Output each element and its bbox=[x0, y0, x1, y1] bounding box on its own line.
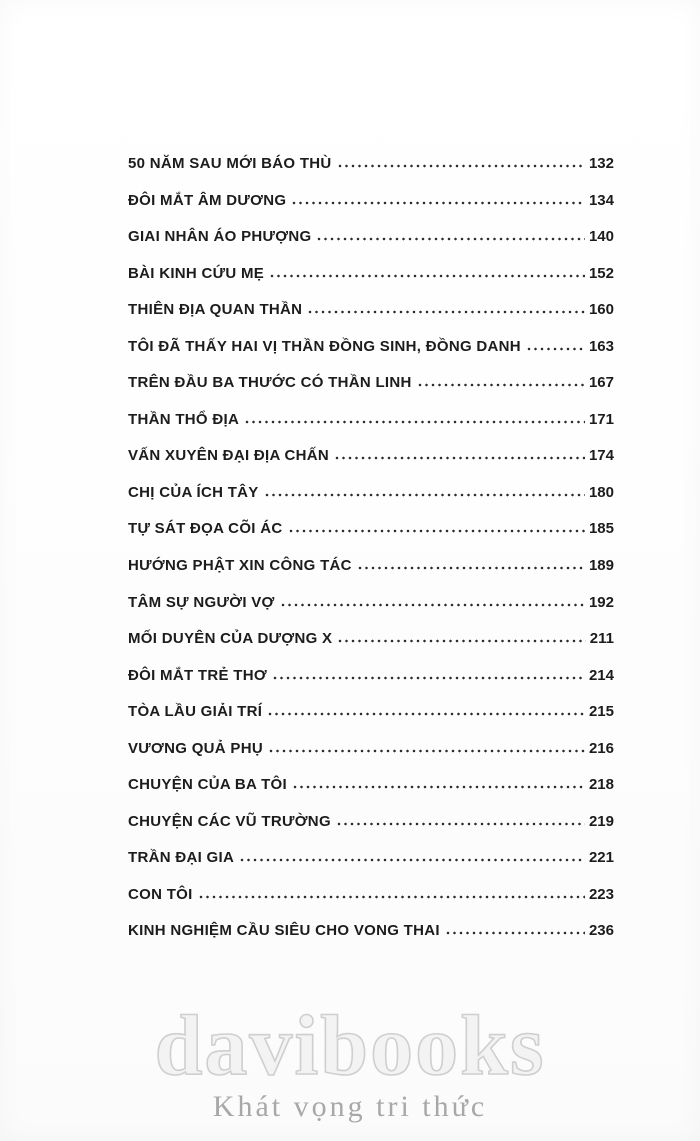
toc-entry-page: 236 bbox=[588, 922, 614, 940]
toc-entry-page: 185 bbox=[588, 520, 614, 538]
toc-row bbox=[128, 804, 614, 841]
toc-row bbox=[128, 767, 614, 804]
toc-row bbox=[128, 329, 614, 366]
toc-entry-title: TRẦN ĐẠI GIA bbox=[128, 849, 235, 867]
toc-row bbox=[128, 511, 614, 548]
toc-row bbox=[128, 183, 614, 220]
toc-row bbox=[128, 877, 614, 914]
toc-entry-title: TỰ SÁT ĐỌA CÕI ÁC bbox=[128, 520, 283, 538]
toc-row bbox=[128, 694, 614, 731]
toc-entry-title: 50 NĂM SAU MỚI BÁO THÙ bbox=[128, 155, 332, 172]
toc-entry-title: GIAI NHÂN ÁO PHƯỢNG bbox=[128, 228, 312, 246]
toc-entry-page: 160 bbox=[588, 301, 614, 319]
toc-entry-page: 218 bbox=[588, 776, 614, 794]
toc-row bbox=[128, 438, 614, 475]
toc-leader-dots bbox=[270, 274, 585, 278]
toc-row bbox=[128, 146, 614, 183]
toc-entry-page: 215 bbox=[588, 703, 614, 721]
toc-row bbox=[128, 731, 614, 768]
toc-entry-title: VƯƠNG QUẢ PHỤ bbox=[128, 739, 263, 757]
toc-entry-title: THẦN THỔ ĐỊA bbox=[128, 410, 240, 428]
toc-entry-page: 216 bbox=[588, 739, 614, 757]
toc-leader-dots bbox=[527, 347, 585, 351]
toc-entry-title: ĐÔI MẮT TRẺ THƠ bbox=[128, 666, 267, 684]
watermark-logo: davibooks bbox=[154, 997, 546, 1093]
toc-leader-dots bbox=[317, 237, 585, 241]
toc-entry-title: ĐÔI MẮT ÂM DƯƠNG bbox=[128, 191, 287, 209]
toc-entry-page: 223 bbox=[588, 885, 614, 903]
toc-entry-title: KINH NGHIỆM CẦU SIÊU CHO VONG THAI bbox=[128, 922, 440, 940]
toc-row bbox=[128, 658, 614, 695]
toc-entry-title: MỐI DUYÊN CỦA DƯỢNG X bbox=[128, 630, 333, 648]
watermark-tagline: Khát vọng tri thức bbox=[212, 1090, 488, 1123]
toc-entry-title: HƯỚNG PHẬT XIN CÔNG TÁC bbox=[128, 557, 352, 575]
toc-leader-dots bbox=[338, 164, 585, 168]
toc-entry-title: TRÊN ĐẦU BA THƯỚC CÓ THẦN LINH bbox=[128, 374, 412, 392]
toc-leader-dots bbox=[265, 493, 585, 497]
toc-row bbox=[128, 475, 614, 512]
toc-entry-page: 140 bbox=[588, 228, 614, 246]
toc-row bbox=[128, 585, 614, 622]
toc-entry-title: BÀI KINH CỨU MẸ bbox=[128, 264, 265, 282]
toc-leader-dots bbox=[358, 566, 585, 570]
toc-leader-dots bbox=[335, 456, 585, 460]
toc-leader-dots bbox=[245, 420, 585, 424]
toc-row bbox=[128, 365, 614, 402]
toc-entry-page: 219 bbox=[588, 812, 614, 830]
toc-entry-page: 180 bbox=[588, 483, 614, 501]
toc-leader-dots bbox=[338, 639, 585, 643]
toc-row bbox=[128, 621, 614, 658]
toc-leader-dots bbox=[337, 822, 585, 826]
toc-entry-title: CHUYỆN CÁC VŨ TRƯỜNG bbox=[128, 812, 331, 830]
toc-entry-page: 211 bbox=[589, 630, 614, 648]
toc-row bbox=[128, 219, 614, 256]
toc-entry-title: CON TÔI bbox=[128, 885, 193, 903]
toc-entry-page: 132 bbox=[588, 155, 614, 172]
watermark bbox=[0, 997, 700, 1123]
toc-leader-dots bbox=[268, 712, 585, 716]
toc-row bbox=[128, 256, 614, 293]
toc-entry-title: THIÊN ĐỊA QUAN THẦN bbox=[128, 301, 303, 319]
toc-list bbox=[128, 146, 614, 950]
toc-entry-page: 174 bbox=[588, 447, 614, 465]
toc-row bbox=[128, 402, 614, 439]
toc-entry-title: TÔI ĐÃ THẤY HAI VỊ THẦN ĐỒNG SINH, ĐỒNG DANH bbox=[128, 337, 521, 355]
toc-leader-dots bbox=[269, 749, 585, 753]
toc-leader-dots bbox=[273, 676, 585, 680]
toc-row bbox=[128, 548, 614, 585]
toc-leader-dots bbox=[240, 858, 585, 862]
toc-leader-dots bbox=[293, 785, 585, 789]
toc-leader-dots bbox=[446, 931, 585, 935]
toc-entry-page: 134 bbox=[588, 191, 614, 209]
toc-entry-page: 189 bbox=[588, 557, 614, 575]
toc-entry-title: TÒA LẦU GIẢI TRÍ bbox=[128, 703, 263, 721]
toc-entry-page: 192 bbox=[588, 593, 614, 611]
toc-row bbox=[128, 292, 614, 329]
toc-entry-title: CHỊ CỦA ÍCH TÂY bbox=[128, 483, 259, 501]
toc-entry-page: 221 bbox=[588, 849, 614, 867]
toc-entry-title: CHUYỆN CỦA BA TÔI bbox=[128, 776, 287, 794]
toc-leader-dots bbox=[199, 895, 585, 899]
toc-leader-dots bbox=[281, 603, 585, 607]
toc-entry-title: VẤN XUYÊN ĐẠI ĐỊA CHẤN bbox=[128, 447, 330, 465]
toc-entry-page: 163 bbox=[588, 337, 614, 355]
toc-entry-page: 214 bbox=[588, 666, 614, 684]
toc-entry-page: 152 bbox=[588, 264, 614, 282]
toc-entry-page: 167 bbox=[588, 374, 614, 392]
toc-leader-dots bbox=[289, 529, 585, 533]
toc-row bbox=[128, 840, 614, 877]
toc-leader-dots bbox=[308, 310, 585, 314]
toc-leader-dots bbox=[292, 201, 585, 205]
toc-entry-page: 171 bbox=[588, 410, 614, 428]
toc-entry-title: TÂM SỰ NGƯỜI VỢ bbox=[128, 593, 275, 611]
toc-row bbox=[128, 913, 614, 950]
toc-leader-dots bbox=[418, 383, 585, 387]
